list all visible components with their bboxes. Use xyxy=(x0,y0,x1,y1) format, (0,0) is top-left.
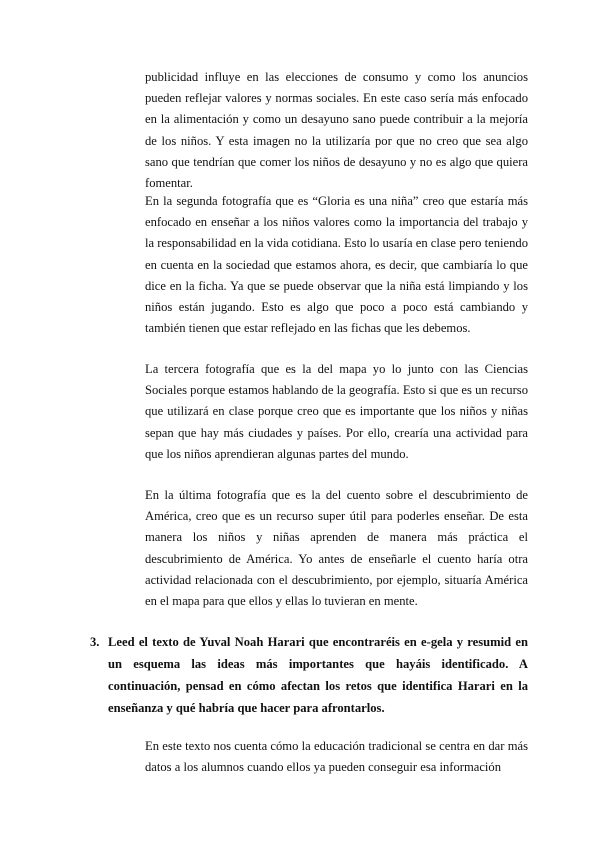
paragraph-answer: En este texto nos cuenta cómo la educación tradicional se centra en dar más datos a los alumnos cuando ellos ya pueden conseguir esa información xyxy=(145,739,528,775)
question-text: Leed el texto de Yuval Noah Harari que encontraréis en e-gela y resumid en un esquema las ideas más importantes que hayáis identificado. A continuación, pensad en cómo afectan los retos que identifica Harari en la enseñanza y qué habría que hacer para afrontarlos. xyxy=(108,635,528,715)
question-3 xyxy=(90,631,528,719)
paragraph-advertising: publicidad influye en las elecciones de consumo y como los anuncios pueden reflejar valores y normas sociales. En este caso sería más enfocado en la alimentación y como un desayuno sano puede contribuir a la mejoría de los niños. Y esta imagen no la utilizaría por que no creo que sea algo sano que tendrían que comer los niños de desayuno y no es algo que quiera fomentar. xyxy=(145,70,528,191)
paragraph-story-photo: En la última fotografía que es la del cuento sobre el descubrimiento de América, creo que es un recurso super útil para poderles enseñar. De esta manera los niños y niñas aprenden de manera más práctica el descubrimiento de América. Yo antes de enseñarle el cuento haría otra actividad relacionada con el descubrimiento, por ejemplo, situaría América en el mapa para que ellos y ellas lo tuvieran en mente. xyxy=(145,488,528,609)
question-number: 3. xyxy=(90,635,100,649)
paragraph-gloria-photo: En la segunda fotografía que es “Gloria es una niña” creo que estaría más enfocado en enseñar a los niños valores como la importancia del trabajo y la responsabilidad en la vida cotidiana. Esto lo usaría en clase pero teniendo en cuenta en la sociedad que estamos ahora, es decir, que cambiaría lo que dice en la ficha. Ya que se puede observar que la niña está limpiando y los niños están jugando. Esto es algo que poco a poco está cambiando y también tienen que estar reflejado en las fichas que les debemos. xyxy=(145,194,528,336)
paragraph-map-photo: La tercera fotografía que es la del mapa yo lo junto con las Ciencias Sociales porque estamos hablando de la geografía. Esto si que es un recurso que utilizará en clase porque creo que es importante que los niños y niñas sepan que hay más ciudades y países. Por ello, crearía una actividad para que los niños aprendieran algunas partes del mundo. xyxy=(145,362,528,461)
